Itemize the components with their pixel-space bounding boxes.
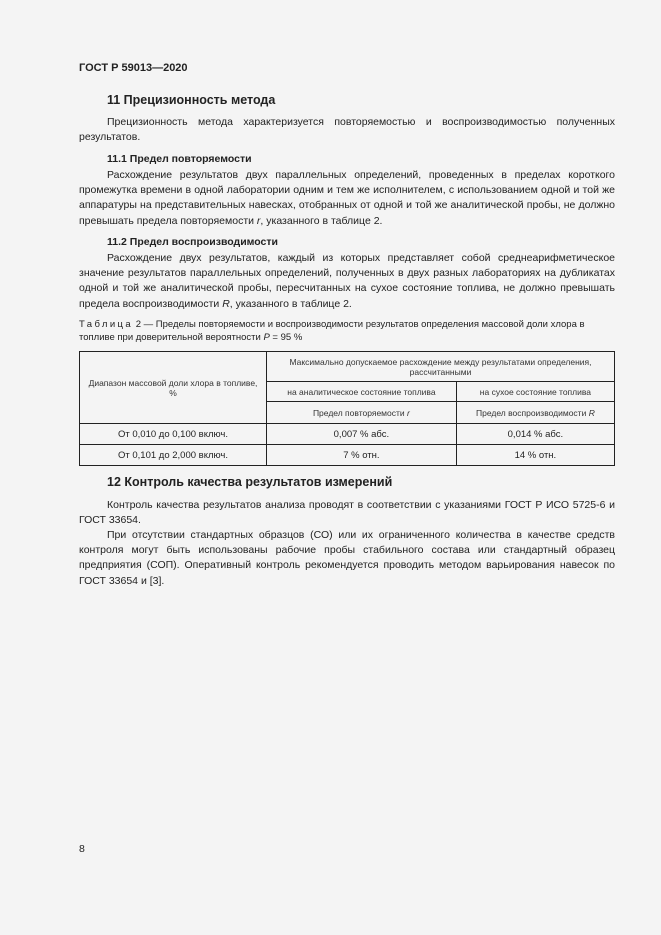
table-cell-range: От 0,010 до 0,100 включ. <box>80 424 267 445</box>
subsection-11-1-title: 11.1 Предел повторяемости <box>107 153 252 165</box>
table-cell-r: 0,007 % абс. <box>267 424 457 445</box>
table-2-caption: Таблица 2 — Пределы повторяемости и воспроизводимости результатов определения массовой доли хлора в топливе при доверительной вероятности P = 95 % <box>79 319 585 343</box>
table-row <box>80 424 615 445</box>
table-header-range: Диапазон массовой доли хлора в топливе, % <box>80 352 267 424</box>
section-12-title: 12 Контроль качества результатов измерений <box>107 475 393 489</box>
table-header-reproducibility: Предел воспроизводимости R <box>456 402 614 424</box>
subsection-11-1-text: Расхождение результатов двух параллельных определений, проведенных в пределах короткого промежутка времени в одной лаборатории одним и тем же исполнителем, с использованием одной и той же аппаратуры на представительных навесках, отобранных от одной и той же аналитической пробы, не должно превышать предела повторяемости r, указанного в таблице 2. <box>79 169 615 227</box>
table-header-group: Максимально допускаемое расхождение между результатами определения, рассчитанными <box>267 352 615 382</box>
table-cell-r: 7 % отн. <box>267 445 457 466</box>
section-11-intro: Прецизионность метода характеризуется повторяемостью и воспроизводимостью полученных результатов. <box>79 116 615 144</box>
table-header-dry: на сухое состояние топлива <box>456 382 614 402</box>
table-cell-range: От 0,101 до 2,000 включ. <box>80 445 267 466</box>
table-cell-R: 0,014 % абс. <box>456 424 614 445</box>
section-12-paragraph-1: Контроль качества результатов анализа проводят в соответствии с указаниями ГОСТ Р ИСО 5725-6 и ГОСТ 33654. <box>79 499 615 527</box>
table-header-repeatability: Предел повторяемости r <box>267 402 457 424</box>
document-id: ГОСТ Р 59013—2020 <box>79 62 188 74</box>
table-cell-R: 14 % отн. <box>456 445 614 466</box>
subsection-11-2-title: 11.2 Предел воспроизводимости <box>107 236 278 248</box>
page-number: 8 <box>79 843 85 855</box>
table-2 <box>79 351 615 466</box>
table-header-analytical: на аналитическое состояние топлива <box>267 382 457 402</box>
section-12-paragraph-2: При отсутствии стандартных образцов (СО) или их ограниченного количества в качестве средств контроля могут быть использованы рабочие пробы стабильного состава или стандартный образец предприятия (СОП). Оперативный контроль рекомендуется проводить методом варьирования навесок по ГОСТ 33654 и [3]. <box>79 529 615 587</box>
table-row <box>80 445 615 466</box>
subsection-11-2-text: Расхождение двух результатов, каждый из которых представляет собой среднеарифметическое значение результатов параллельных определений, полученных в двух разных лабораториях на дубликатах одной и той же аналитической пробы, пересчитанных на сухое состояние топлива, не должно превышать предела воспроизводимости R, указанного в таблице 2. <box>79 252 615 310</box>
section-11-title: 11 Прецизионность метода <box>107 93 276 107</box>
